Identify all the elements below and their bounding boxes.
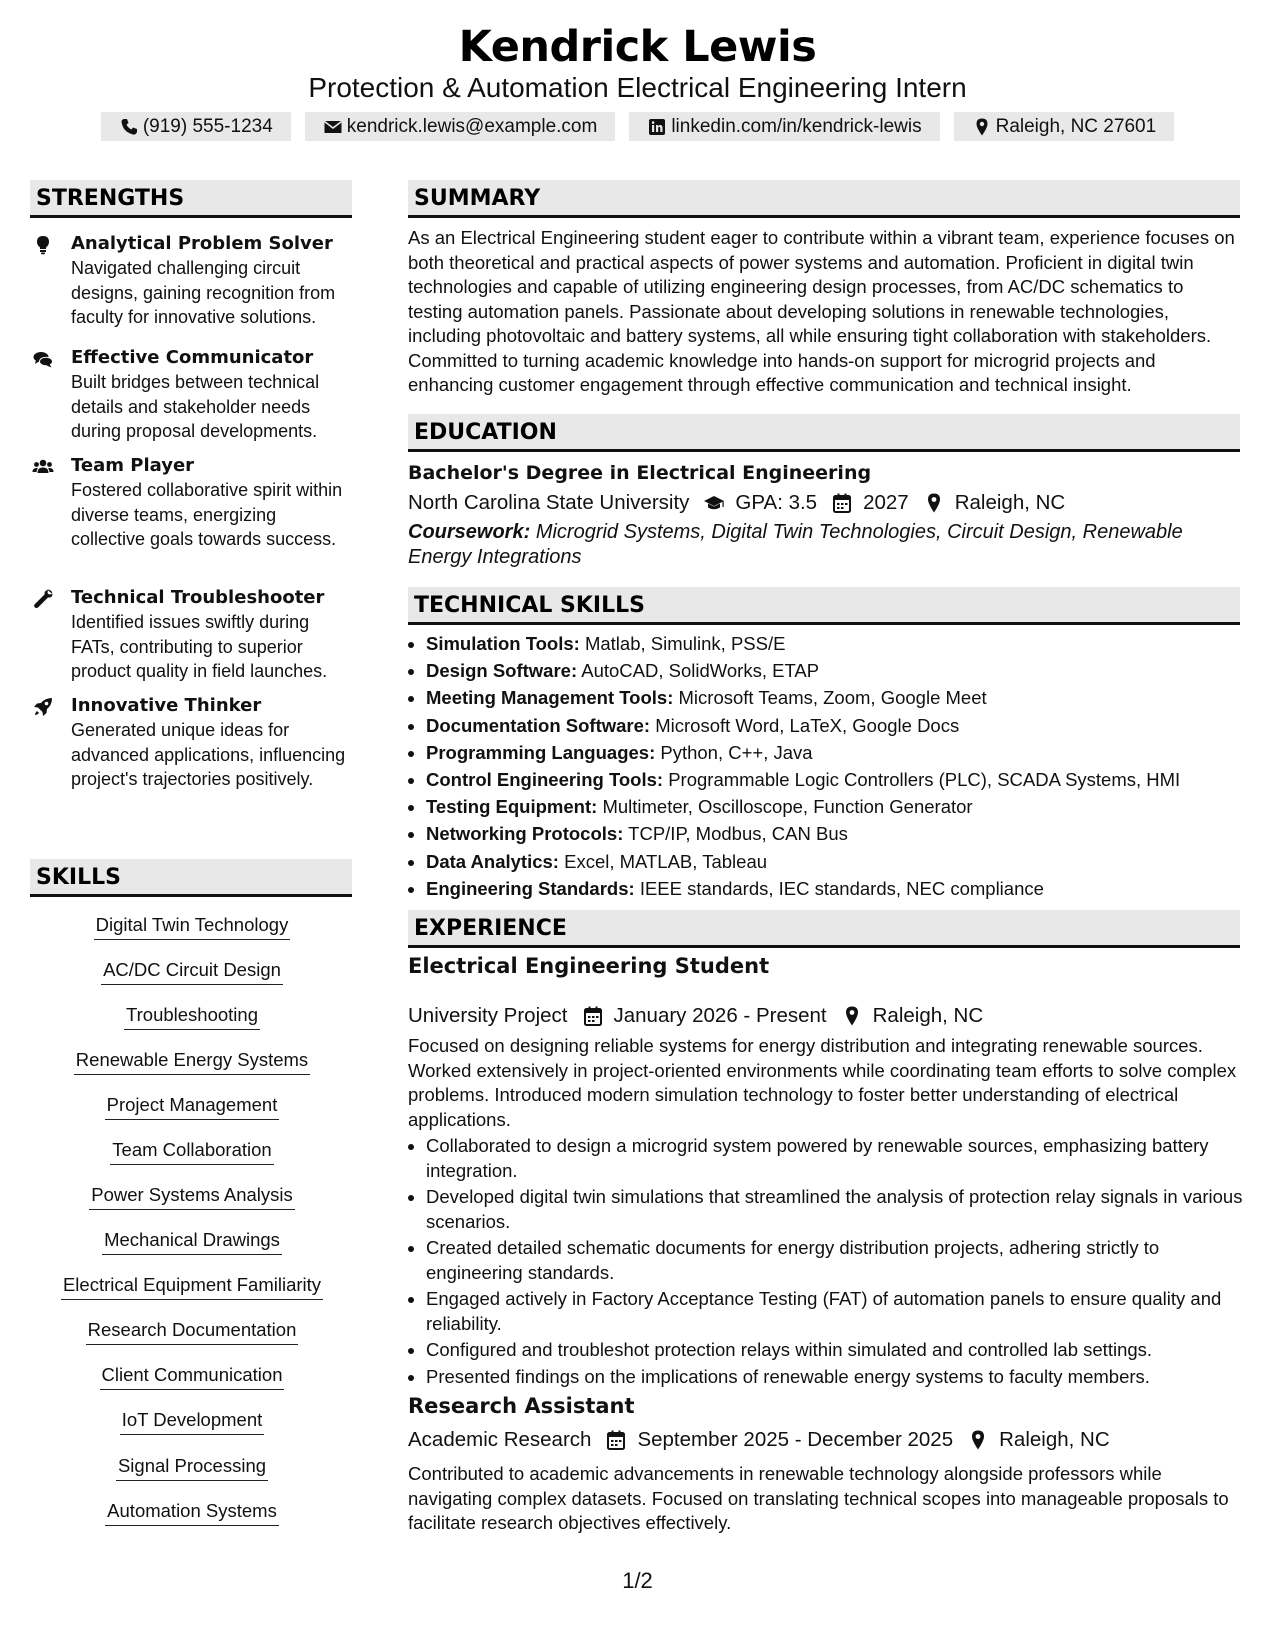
map-pin-icon bbox=[972, 117, 992, 137]
page-number: 1/2 bbox=[622, 1568, 653, 1593]
skill-tag: Power Systems Analysis bbox=[32, 1184, 352, 1210]
strength-item bbox=[32, 454, 352, 552]
map-pin-icon bbox=[967, 1429, 989, 1451]
education-meta bbox=[408, 491, 1065, 515]
skill-tag: Renewable Energy Systems bbox=[32, 1049, 352, 1075]
list-item: • Meeting Management Tools: Microsoft Teams, Zoom, Google Meet bbox=[426, 684, 1258, 711]
linkedin-icon bbox=[647, 117, 667, 137]
strength-title: Effective Communicator bbox=[71, 347, 314, 368]
skill-tag: Mechanical Drawings bbox=[32, 1229, 352, 1255]
calendar-icon bbox=[605, 1429, 627, 1451]
contact-phone[interactable] bbox=[101, 112, 291, 141]
map-pin-icon bbox=[841, 1005, 863, 1027]
list-item: • Engineering Standards: IEEE standards, IEC standards, NEC compliance bbox=[426, 875, 1258, 902]
strength-desc: Identified issues swiftly during FATs, contributing to superior product quality in field launches. bbox=[71, 612, 328, 681]
list-item: • Collaborated to design a microgrid system powered by renewable sources, emphasizing battery integration. bbox=[426, 1134, 1258, 1183]
skill-tag: Signal Processing bbox=[32, 1455, 352, 1481]
education-heading: EDUCATION bbox=[408, 414, 1240, 452]
phone-text: (919) 555-1234 bbox=[142, 115, 273, 137]
skill-tag: AC/DC Circuit Design bbox=[32, 959, 352, 985]
job-org: Academic Research bbox=[408, 1428, 592, 1451]
job-location: Raleigh, NC bbox=[872, 1004, 984, 1027]
technical-skills-heading: TECHNICAL SKILLS bbox=[408, 587, 1240, 625]
list-item: • Simulation Tools: Matlab, Simulink, PSS/E bbox=[426, 630, 1258, 657]
graduation-cap-icon bbox=[703, 492, 725, 514]
degree-title: Bachelor's Degree in Electrical Engineering bbox=[408, 462, 872, 484]
job-summary: Contributed to academic advancements in renewable technology alongside professors while navigating complex datasets. Focused on translating technical scopes into manageable proposals to facilitate research objectives effectively. bbox=[408, 1463, 1229, 1533]
contact-linkedin[interactable] bbox=[629, 112, 939, 141]
skill-tag: Research Documentation bbox=[32, 1319, 352, 1345]
skill-tag: Troubleshooting bbox=[32, 1004, 352, 1030]
calendar-icon bbox=[582, 1005, 604, 1027]
education-location: Raleigh, NC bbox=[954, 491, 1066, 514]
list-item: • Configured and troubleshot protection relays within simulated and controlled lab settings. bbox=[426, 1338, 1258, 1363]
job-meta bbox=[408, 1004, 983, 1028]
rocket-icon bbox=[32, 696, 54, 718]
contact-email[interactable] bbox=[305, 112, 616, 141]
list-item: • Design Software: AutoCAD, SolidWorks, ETAP bbox=[426, 657, 1258, 684]
strength-title: Technical Troubleshooter bbox=[71, 587, 325, 608]
skill-tag: Client Communication bbox=[32, 1364, 352, 1390]
strength-title: Analytical Problem Solver bbox=[71, 233, 333, 254]
experience-heading: EXPERIENCE bbox=[408, 910, 1240, 948]
skill-tag: Team Collaboration bbox=[32, 1139, 352, 1165]
list-item: • Testing Equipment: Multimeter, Oscilloscope, Function Generator bbox=[426, 793, 1258, 820]
contact-location bbox=[954, 112, 1175, 141]
list-item: • Engaged actively in Factory Acceptance Testing (FAT) of automation panels to ensure quality and reliability. bbox=[426, 1287, 1258, 1336]
job-meta bbox=[408, 1428, 1110, 1452]
list-item: • Developed digital twin simulations that streamlined the analysis of protection relay signals in various scenarios. bbox=[426, 1185, 1258, 1234]
job-dates: January 2026 - Present bbox=[613, 1004, 827, 1027]
skills-heading: SKILLS bbox=[30, 859, 352, 897]
list-item: • Documentation Software: Microsoft Word, LaTeX, Google Docs bbox=[426, 712, 1258, 739]
job-dates: September 2025 - December 2025 bbox=[637, 1428, 954, 1451]
summary-text: As an Electrical Engineering student eager to contribute within a vibrant team, experience focuses on both theoretical and practical aspects of power systems and automation. Proficient in digital twin technologies and capable of utilizing engineering design processes, from AC/DC schematics to testing automation panels. Passionate about developing solutions in renewable technologies, including photovoltaic and battery systems, all while ensuring tight collaboration with stakeholders. Committed to turning academic knowledge into hands-on support for microgrid projects and enhancing customer engagement through effective communication and technical insight. bbox=[408, 227, 1235, 395]
lightbulb-icon bbox=[32, 234, 54, 256]
strength-item bbox=[32, 346, 352, 444]
location-text: Raleigh, NC 27601 bbox=[995, 115, 1157, 137]
coursework bbox=[408, 520, 1208, 570]
strength-desc: Generated unique ideas for advanced applications, influencing project's trajectories positively. bbox=[71, 720, 346, 789]
map-pin-icon bbox=[923, 492, 945, 514]
candidate-title: Protection & Automation Electrical Engineering Intern bbox=[308, 72, 967, 103]
list-item: • Control Engineering Tools: Programmable Logic Controllers (PLC), SCADA Systems, HMI bbox=[426, 766, 1258, 793]
envelope-icon bbox=[323, 117, 343, 137]
job-title: Research Assistant bbox=[408, 1394, 635, 1418]
list-item: • Programming Languages: Python, C++, Java bbox=[426, 739, 1258, 766]
list-item: • Presented findings on the implications of renewable energy systems to faculty members. bbox=[426, 1365, 1258, 1390]
coursework-list: Microgrid Systems, Digital Twin Technologies, Circuit Design, Renewable Energy Integrations bbox=[408, 521, 1183, 568]
job-location: Raleigh, NC bbox=[999, 1428, 1110, 1451]
linkedin-text: linkedin.com/in/kendrick-lewis bbox=[671, 115, 922, 137]
strength-item bbox=[32, 586, 352, 684]
strengths-heading: STRENGTHS bbox=[30, 180, 352, 218]
job-title: Electrical Engineering Student bbox=[408, 954, 770, 978]
list-item: • Networking Protocols: TCP/IP, Modbus, CAN Bus bbox=[426, 820, 1258, 847]
job-org: University Project bbox=[408, 1004, 568, 1027]
job-summary: Focused on designing reliable systems for energy distribution and integrating renewable sources. Worked extensively in project-oriented environments while coordinating team efforts to solve complex problems. Introduced modern simulation technology to foster better understanding of electrical applications. bbox=[408, 1035, 1237, 1130]
email-text: kendrick.lewis@example.com bbox=[346, 115, 598, 137]
skill-tag: Automation Systems bbox=[32, 1500, 352, 1526]
candidate-name: Kendrick Lewis bbox=[458, 22, 817, 72]
strength-desc: Fostered collaborative spirit within diverse teams, energizing collective goals towards success. bbox=[71, 480, 343, 549]
users-icon bbox=[32, 456, 54, 478]
strength-desc: Navigated challenging circuit designs, gaining recognition from faculty for innovative solutions. bbox=[71, 258, 336, 327]
list-item: • Created detailed schematic documents for energy distribution projects, adhering strictly to engineering standards. bbox=[426, 1236, 1258, 1285]
calendar-icon bbox=[831, 492, 853, 514]
wrench-icon bbox=[32, 588, 54, 610]
strength-title: Innovative Thinker bbox=[71, 695, 262, 716]
technical-skills-list bbox=[408, 630, 1258, 902]
strength-title: Team Player bbox=[71, 455, 195, 476]
job-bullets bbox=[408, 1134, 1258, 1391]
phone-icon bbox=[119, 117, 139, 137]
school-name: North Carolina State University bbox=[408, 491, 690, 514]
gpa-text: GPA: 3.5 bbox=[735, 491, 818, 514]
contact-bar bbox=[0, 112, 1275, 141]
skill-tag: Project Management bbox=[32, 1094, 352, 1120]
strength-item bbox=[32, 232, 352, 330]
skill-tag: Electrical Equipment Familiarity bbox=[32, 1274, 352, 1300]
summary-heading: SUMMARY bbox=[408, 180, 1240, 218]
strength-item bbox=[32, 694, 352, 792]
graduation-year: 2027 bbox=[863, 491, 909, 514]
strength-desc: Built bridges between technical details and stakeholder needs during proposal developments. bbox=[71, 372, 320, 441]
comments-icon bbox=[32, 348, 54, 370]
skill-tag: IoT Development bbox=[32, 1409, 352, 1435]
skill-tag: Digital Twin Technology bbox=[32, 914, 352, 940]
list-item: • Data Analytics: Excel, MATLAB, Tableau bbox=[426, 848, 1258, 875]
coursework-label: Coursework: bbox=[408, 521, 531, 543]
